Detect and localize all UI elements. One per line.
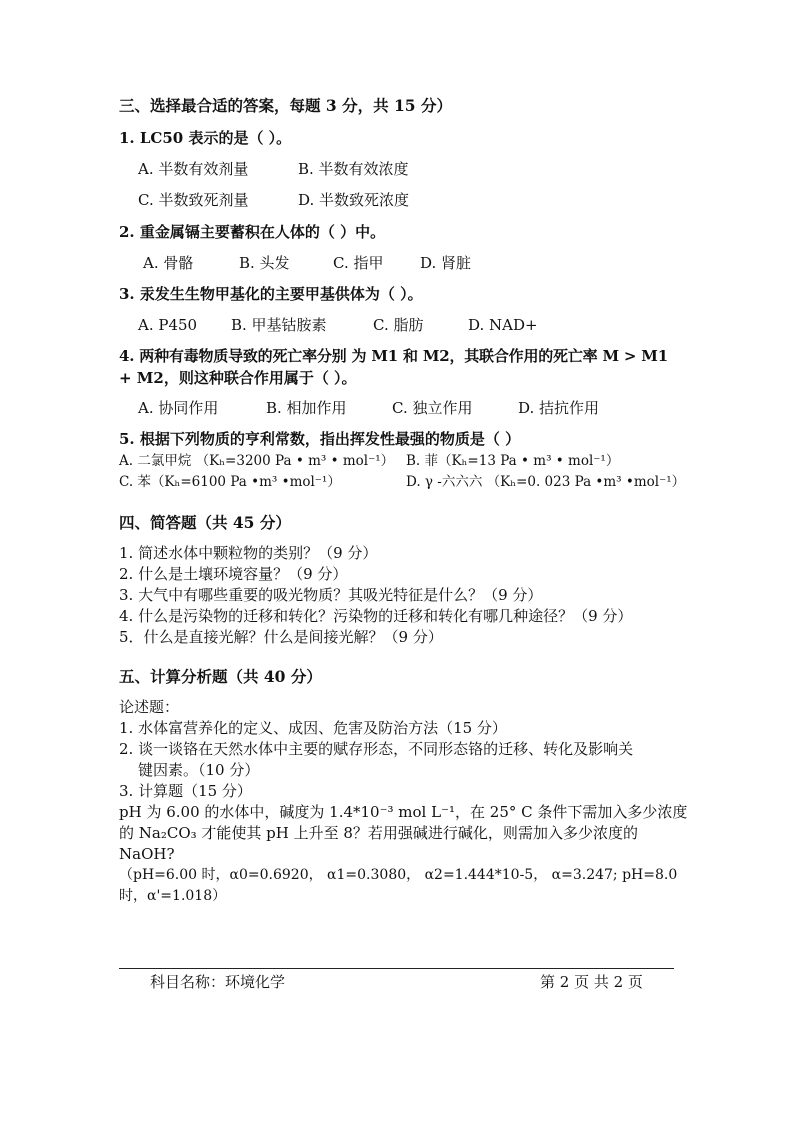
q1-option-c: C. 半数致死剂量 xyxy=(138,191,249,209)
short-answer-1: 1. 简述水体中颗粒物的类别？（9 分） xyxy=(119,544,378,562)
q4-option-a: A. 协同作用 xyxy=(138,399,219,417)
question-1-stem: 1. LC50 表示的是（ ）。 xyxy=(119,129,292,147)
short-answer-4: 4. 什么是污染物的迁移和转化？污染物的迁移和转化有哪几种途径？（9 分） xyxy=(119,607,633,625)
q1-option-b: B. 半数有效浓度 xyxy=(298,160,409,178)
q2-option-a: A. 骨骼 xyxy=(143,254,194,272)
essay-item-2-line2: 键因素。（10 分） xyxy=(138,761,260,779)
q5-option-d: D. γ -六六六 （Kₕ=0. 023 Pa •m³ •mol⁻¹） xyxy=(406,474,686,490)
section-4-title: 四、简答题（共 45 分） xyxy=(119,513,291,532)
calc-problem-line2: 的 Na₂CO₃ 才能使其 pH 上升至 8？若用强碱进行碱化，则需加入多少浓度的 xyxy=(119,824,638,842)
short-answer-2: 2. 什么是土壤环境容量？（9 分） xyxy=(119,565,348,583)
question-4-stem-line2: + M2，则这种联合作用属于（ ）。 xyxy=(119,369,357,387)
q1-option-d: D. 半数致死浓度 xyxy=(298,191,410,209)
q5-option-b: B. 菲（Kₕ=13 Pa • m³ • mol⁻¹） xyxy=(406,453,620,469)
q4-option-c: C. 独立作用 xyxy=(392,399,473,417)
q1-option-a: A. 半数有效剂量 xyxy=(138,160,249,178)
footer-rule xyxy=(119,968,674,969)
question-4-stem-line1: 4. 两种有毒物质导致的死亡率分别 为 M1 和 M2，其联合作用的死亡率 M > M1 xyxy=(119,347,668,365)
short-answer-3: 3. 大气中有哪些重要的吸光物质？其吸光特征是什么？（9 分） xyxy=(119,586,543,604)
footer-page-number: 第 2 页 共 2 页 xyxy=(540,973,643,991)
q5-option-a: A. 二氯甲烷 （Kₕ=3200 Pa • m³ • mol⁻¹） xyxy=(119,453,395,469)
q3-option-b: B. 甲基钴胺素 xyxy=(231,316,327,334)
question-3-stem: 3. 汞发生生物甲基化的主要甲基供体为（ ）。 xyxy=(119,285,423,303)
q3-option-a: A. P450 xyxy=(138,316,198,334)
calc-problem-line1: pH 为 6.00 的水体中，碱度为 1.4*10⁻³ mol L⁻¹，在 25° C 条件下需加入多少浓度 xyxy=(119,803,688,821)
section-5-title: 五、计算分析题（共 40 分） xyxy=(119,667,322,686)
q3-option-d: D. NAD+ xyxy=(468,316,538,334)
q2-option-d: D. 肾脏 xyxy=(420,254,472,272)
q3-option-c: C. 脂肪 xyxy=(373,316,424,334)
calc-problem-line5: 时，α'=1.018） xyxy=(119,888,227,904)
q4-option-b: B. 相加作用 xyxy=(266,399,347,417)
question-2-stem: 2. 重金属镉主要蓄积在人体的（ ）中。 xyxy=(119,223,386,241)
essay-item-2-line1: 2. 谈一谈铬在天然水体中主要的赋存形态，不同形态铬的迁移、转化及影响关 xyxy=(119,740,634,758)
footer-subject: 科目名称：环境化学 xyxy=(150,973,286,991)
calc-item-3: 3. 计算题（15 分） xyxy=(119,782,252,800)
question-5-stem: 5. 根据下列物质的亨利常数，指出挥发性最强的物质是（ ） xyxy=(119,430,521,448)
q4-option-d: D. 拮抗作用 xyxy=(518,399,600,417)
essay-intro: 论述题： xyxy=(119,698,180,716)
essay-item-1: 1. 水体富营养化的定义、成因、危害及防治方法（15 分） xyxy=(119,719,507,737)
q5-option-c: C. 苯（Kₕ=6100 Pa •m³ •mol⁻¹） xyxy=(119,474,341,490)
calc-problem-line4: （pH=6.00 时，α0=0.6920， α1=0.3080， α2=1.444*10-5， α=3.247; pH=8.0 xyxy=(119,867,678,883)
section-3-title: 三、选择最合适的答案，每题 3 分，共 15 分） xyxy=(119,96,452,115)
calc-problem-line3: NaOH? xyxy=(119,845,175,863)
short-answer-5: 5．什么是直接光解？什么是间接光解？（9 分） xyxy=(119,628,443,646)
q2-option-c: C. 指甲 xyxy=(333,254,384,272)
q2-option-b: B. 头发 xyxy=(239,254,290,272)
